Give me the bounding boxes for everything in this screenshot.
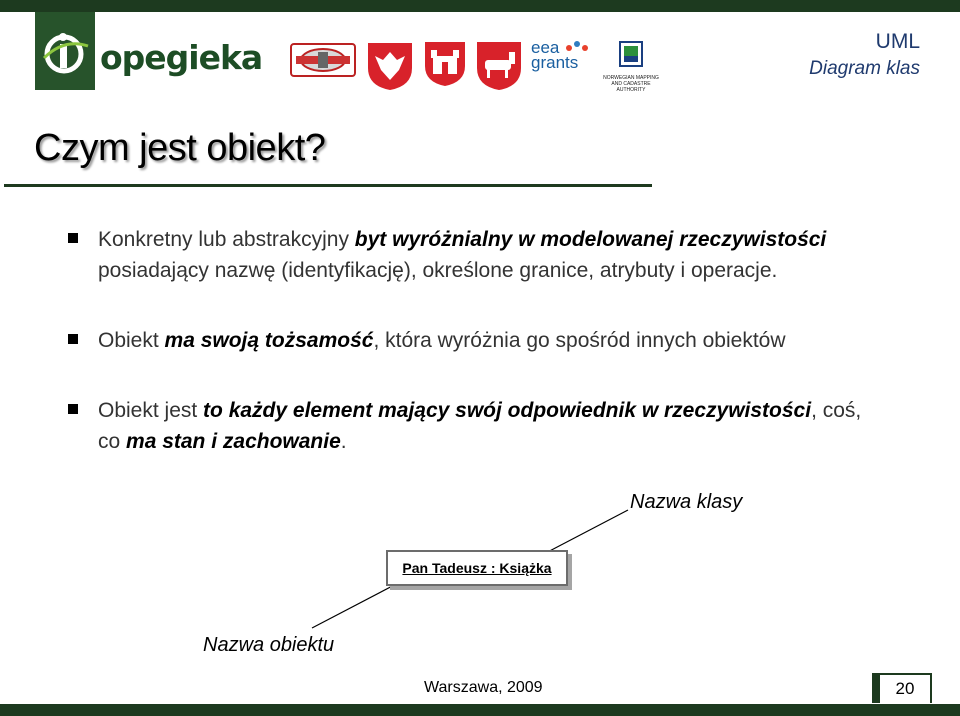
bullet-3-text-e: . xyxy=(340,430,347,453)
bullet-3-text-b: to każdy element mający swój odpowiednik w rzeczywistości xyxy=(203,399,812,422)
page-number: 20 xyxy=(895,679,915,698)
footer-place-date: Warszawa, 2009 xyxy=(424,679,543,696)
header-topic: UML xyxy=(875,30,920,53)
class-name-label: Nazwa klasy xyxy=(630,491,743,513)
slide-title: Czym jest obiekt? xyxy=(34,127,326,169)
logo-wordmark: opegieka xyxy=(100,38,263,77)
bullet-2-text-c: , która wyróżnia go spośród innych obiektów xyxy=(373,329,786,352)
bullet-2-text-a: Obiekt xyxy=(98,329,165,352)
uml-object-name: Pan Tadeusz : Książka xyxy=(402,560,552,576)
eea-logo-line2: grants xyxy=(531,53,579,72)
uml-object-box xyxy=(386,550,568,586)
eea-logo-line1: eea xyxy=(531,38,560,57)
object-label-leader xyxy=(312,582,400,628)
bullet-3-text-d: ma stan i zachowanie xyxy=(126,430,341,453)
object-name-label: Nazwa obiektu xyxy=(203,634,335,656)
bullet-2-text-b: ma swoją tożsamość xyxy=(164,329,374,352)
bullet-1-text-c: posiadający nazwę (identyfikację), określone granice, atrybuty i operacje. xyxy=(98,259,778,282)
bottom-frame-bar xyxy=(0,704,960,716)
bullet-3-text-a: Obiekt jest xyxy=(98,399,204,422)
norwegian-mapping-text: NORWEGIAN MAPPING AND CADASTRE AUTHORITY xyxy=(603,75,659,93)
bullet-3-text-c: , coś, co xyxy=(98,399,862,453)
header-subtopic: Diagram klas xyxy=(809,58,920,79)
bullet-1-text-b: byt wyróżnialny w modelowanej rzeczywistości xyxy=(354,228,827,251)
bullet-1-text-a: Konkretny lub abstrakcyjny xyxy=(98,228,355,251)
